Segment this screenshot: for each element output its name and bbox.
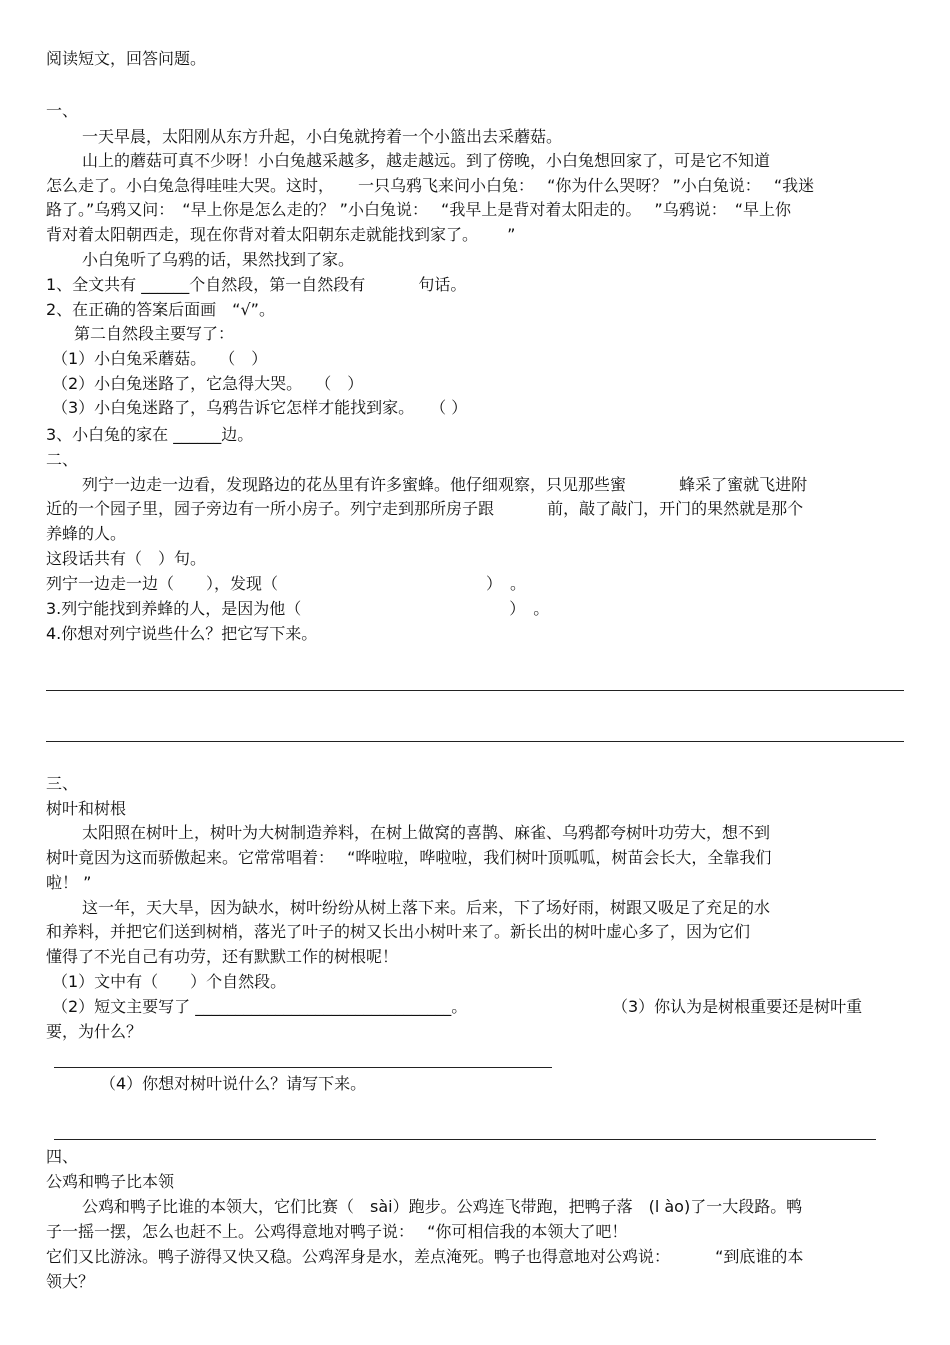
question-3-3-cont: 要，为什么？: [46, 1022, 143, 1041]
passage-1-line-2: 山上的蘑菇可真不少呀！小白兔越采越多，越走越远。到了傍晚，小白兔想回家了，可是它不知道: [82, 151, 771, 170]
section-2-label: 二、: [46, 450, 79, 469]
question-1-1: 1、全文共有 ______个自然段，第一自然段有 句话。: [46, 275, 467, 294]
answer-line-2b[interactable]: [46, 741, 904, 742]
question-1-3: 3、小白兔的家在 ______边。: [46, 425, 254, 444]
passage-3-line-6: 懂得了不光自己有功劳，还有默默工作的树根呢！: [46, 947, 399, 966]
passage-1-line-5: 背对着太阳朝西走，现在你背对着太阳朝东走就能找到家了。 ”: [46, 225, 516, 244]
section-3-title: 树叶和树根: [46, 799, 127, 818]
passage-1-line-6: 小白兔听了乌鸦的话，果然找到了家。: [82, 250, 355, 269]
passage-1-line-3: 怎么走了。小白兔急得哇哇大哭。这时， 一只乌鸦飞来问小白兔： “你为什么哭呀？ ”小白兔说： “我迷: [46, 176, 815, 195]
section-3-label: 三、: [46, 774, 79, 793]
passage-3-line-4: 这一年，天大旱，因为缺水，树叶纷纷从树上落下来。后来，下了场好雨，树跟又吸足了充足的水: [82, 898, 771, 917]
passage-1-line-4: 路了。”乌鸦又问： “早上你是怎么走的？ ”小白兔说： “我早上是背对着太阳走的。 ”乌鸦说： “早上你: [46, 200, 791, 219]
passage-2-line-2: 近的一个园子里，园子旁边有一所小房子。列宁走到那所房子跟 前，敲了敲门，开门的果然就是那个: [46, 499, 804, 518]
question-3-1: （1）文中有（ ）个自然段。: [52, 972, 287, 991]
passage-3-line-3: 啦！ ”: [46, 873, 92, 892]
question-3-3: （3）你认为是树根重要还是树叶重: [612, 997, 863, 1016]
passage-3-line-2: 树叶竟因为这而骄傲起来。它常常唱着： “哗啦啦，哗啦啦，我们树叶顶呱呱，树苗会长大，全靠我们: [46, 848, 772, 867]
question-1-2-option-3: （3）小白兔迷路了，乌鸦告诉它怎样才能找到家。 （ ）: [52, 398, 468, 417]
section-1-label: 一、: [46, 101, 79, 120]
section-4-label: 四、: [46, 1147, 79, 1166]
question-3-4: （4）你想对树叶说什么？请写下来。: [100, 1074, 367, 1093]
question-2-4: 4.你想对列宁说些什么？把它写下来。: [46, 624, 318, 643]
question-3-2: （2）短文主要写了 ________________________________。: [52, 997, 468, 1016]
question-1-2-prompt: 第二自然段主要写了：: [74, 324, 235, 343]
passage-4-line-2: 子一摇一摆，怎么也赶不上。公鸡得意地对鸭子说： “你可相信我的本领大了吧！: [46, 1222, 628, 1241]
passage-4-line-3: 它们又比游泳。鸭子游得又快又稳。公鸡浑身是水，差点淹死。鸭子也得意地对公鸡说： “到底谁的本: [46, 1247, 804, 1266]
passage-2-line-1: 列宁一边走一边看，发现路边的花丛里有许多蜜蜂。他仔细观察，只见那些蜜 蜂采了蜜就飞进附: [82, 475, 808, 494]
answer-line-3b[interactable]: [54, 1139, 876, 1140]
section-4-title: 公鸡和鸭子比本领: [46, 1172, 175, 1191]
passage-2-line-3: 养蜂的人。: [46, 524, 127, 543]
question-1-2-option-1: （1）小白兔采蘑菇。 （ ）: [52, 349, 268, 368]
passage-3-line-5: 和养料，并把它们送到树梢，落光了叶子的树又长出小树叶来了。新长出的树叶虚心多了，因为它们: [46, 922, 751, 941]
passage-4-line-4: 领大？: [46, 1272, 95, 1291]
passage-3-line-1: 太阳照在树叶上，树叶为大树制造养料，在树上做窝的喜鹊、麻雀、乌鸦都夸树叶功劳大，想不到: [82, 823, 771, 842]
question-2-2: 列宁一边走一边（ ），发现（ ） 。: [46, 574, 527, 593]
question-2-1: 这段话共有（ ）句。: [46, 549, 207, 568]
question-2-3: 3.列宁能找到养蜂的人，是因为他（ ） 。: [46, 599, 550, 618]
question-1-2: 2、在正确的答案后面画 “√”。: [46, 300, 275, 319]
answer-line-2a[interactable]: [46, 690, 904, 691]
answer-line-3a[interactable]: [54, 1067, 552, 1068]
passage-4-line-1: 公鸡和鸭子比谁的本领大，它们比赛（ sài）跑步。公鸡连飞带跑，把鸭子落 (l ào)了一大段路。鸭: [82, 1197, 803, 1216]
instruction: 阅读短文，回答问题。: [46, 49, 207, 68]
passage-1-line-1: 一天早晨，太阳刚从东方升起，小白兔就挎着一个小篮出去采蘑菇。: [82, 127, 563, 146]
question-1-2-option-2: （2）小白兔迷路了，它急得大哭。 （ ）: [52, 374, 364, 393]
